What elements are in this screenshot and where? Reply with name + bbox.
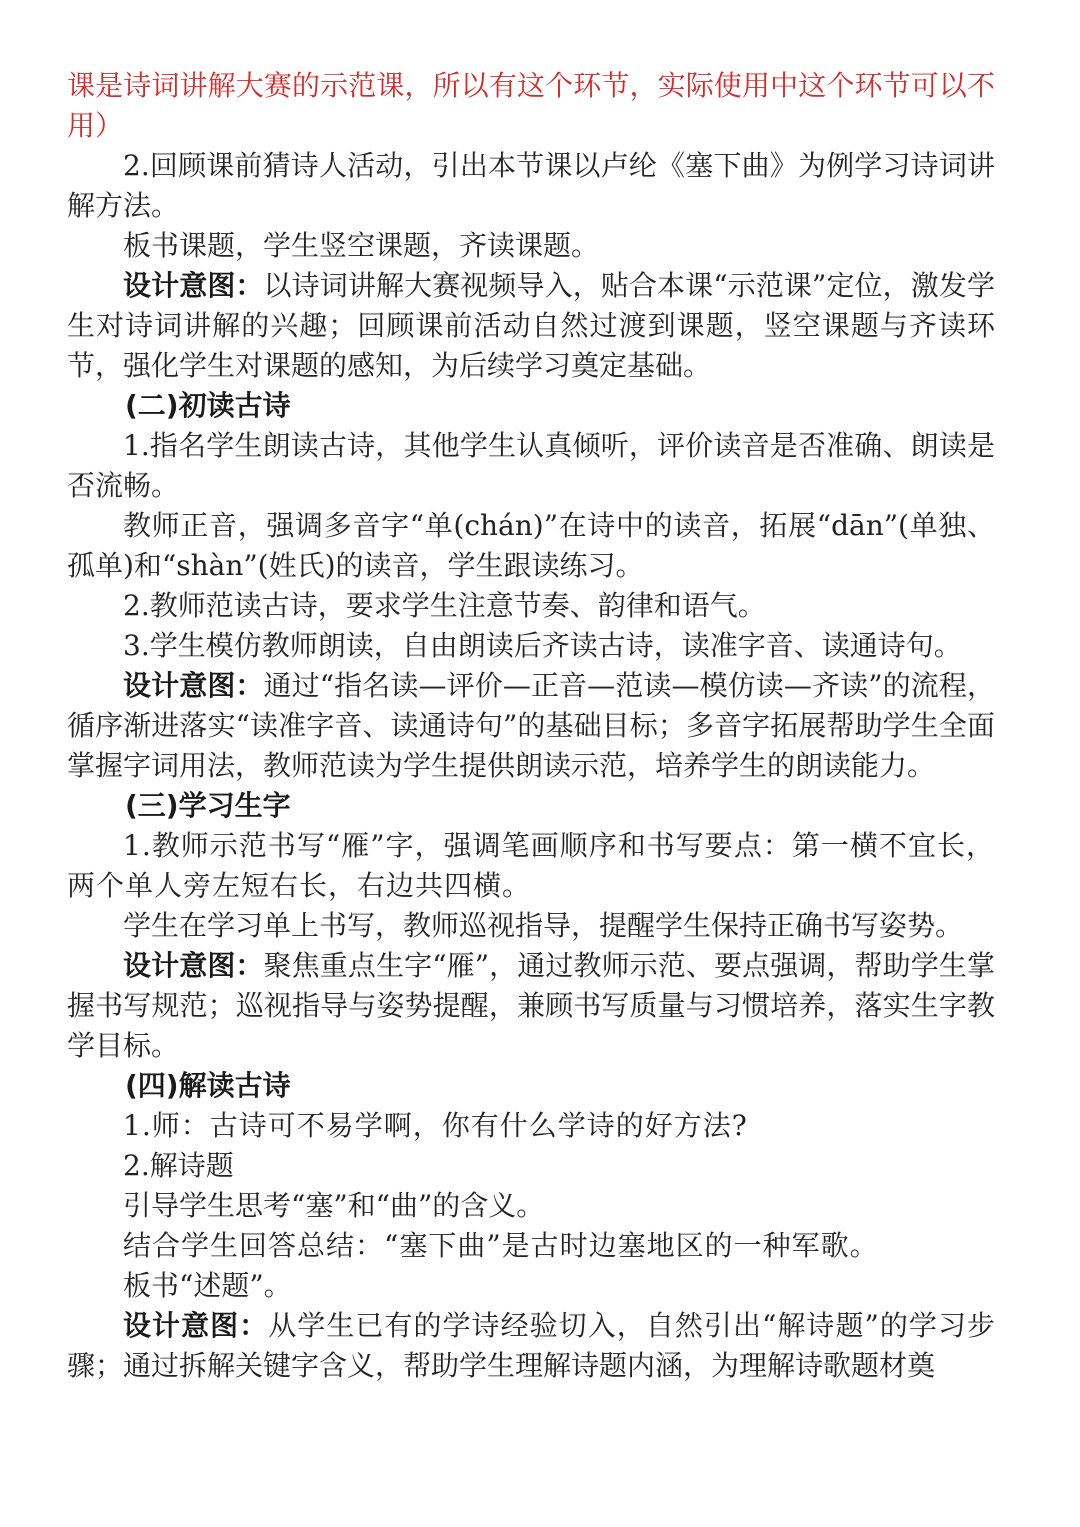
design-intent-label: 设计意图：: [123, 949, 264, 982]
design-intent-text: 聚焦重点生字“雁”，通过教师示范、要点强调，帮助学生掌握书写规范；巡视指导与姿势提醒，兼顾书写质量与习惯培养，落实生字教学目标。: [67, 949, 995, 1062]
section4-heading: (四)解读古诗: [125, 1069, 291, 1102]
section4-step2: 2.解诗题: [123, 1149, 234, 1182]
intro-red-note: 课是诗词讲解大赛的示范课，所以有这个环节，实际使用中这个环节可以不用）: [67, 69, 995, 142]
section3-practice: 学生在学习单上书写，教师巡视指导，提醒学生保持正确书写姿势。: [123, 909, 964, 942]
section2-design-intent: [67, 666, 995, 786]
section4-board: 板书“述题”。: [123, 1269, 292, 1302]
section4-guide: 引导学生思考“塞”和“曲”的含义。: [123, 1189, 545, 1222]
section4-design-intent: [67, 1306, 995, 1386]
section2-step3: 3.学生模仿教师朗读，自由朗读后齐读古诗，读准字音、读通诗句。: [123, 629, 962, 662]
section2-heading: (二)初读古诗: [125, 389, 291, 422]
section2-step2: 2.教师范读古诗，要求学生注意节奏、韵律和语气。: [123, 589, 766, 622]
design-intent-label: 设计意图：: [123, 1309, 269, 1342]
design-intent-text: 通过“指名读—评价—正音—范读—模仿读—齐读”的流程，循序渐进落实“读准字音、读通诗句”的基础目标；多音字拓展帮助学生全面掌握字词用法，教师范读为学生提供朗读示范，培养学生的朗读能力。: [67, 669, 995, 782]
design-intent-label: 设计意图：: [123, 669, 264, 702]
section2-correction: 教师正音，强调多音字“单(chán)”在诗中的读音，拓展“dān”(单独、孤单)和“shàn”(姓氏)的读音，学生跟读练习。: [67, 509, 995, 582]
design-intent-label: 设计意图：: [123, 269, 264, 302]
section3-design-intent: [67, 946, 995, 1066]
section3-step1: 1.教师示范书写“雁”字，强调笔画顺序和书写要点：第一横不宜长，两个单人旁左短右长，右边共四横。: [67, 829, 995, 902]
section1-design-intent: [67, 266, 995, 386]
section4-summary: 结合学生回答总结：“塞下曲”是古时边塞地区的一种军歌。: [123, 1229, 879, 1262]
section1-step2: 2.回顾课前猜诗人活动，引出本节课以卢纶《塞下曲》为例学习诗词讲解方法。: [67, 149, 995, 222]
design-intent-text: 从学生已有的学诗经验切入，自然引出“解诗题”的学习步骤；通过拆解关键字含义，帮助学生理解诗题内涵，为理解诗歌题材奠: [67, 1309, 995, 1382]
section1-board: 板书课题，学生竖空课题，齐读课题。: [123, 229, 600, 262]
design-intent-text: 以诗词讲解大赛视频导入，贴合本课“示范课”定位，激发学生对诗词讲解的兴趣；回顾课前活动自然过渡到课题，竖空课题与齐读环节，强化学生对课题的感知，为后续学习奠定基础。: [67, 269, 995, 382]
section3-heading: (三)学习生字: [125, 789, 291, 822]
section2-step1: 1.指名学生朗读古诗，其他学生认真倾听，评价读音是否准确、朗读是否流畅。: [67, 429, 995, 502]
section4-step1: 1.师：古诗可不易学啊，你有什么学诗的好方法?: [123, 1109, 748, 1142]
document-body: [67, 66, 995, 1386]
